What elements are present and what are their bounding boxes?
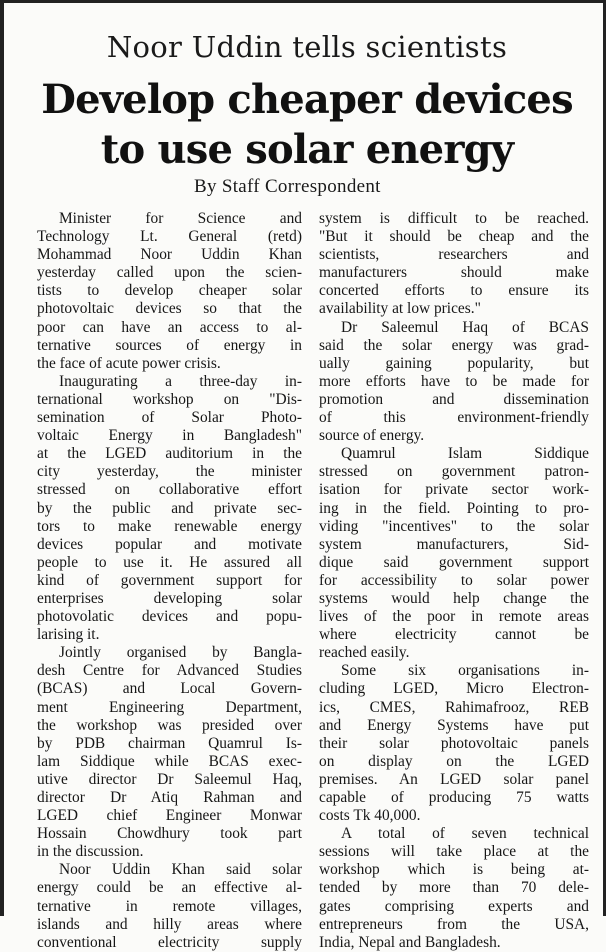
article-text-line: utive director Dr Saleemul Haq,	[37, 770, 302, 788]
article-text-line: ternative in remote villages,	[37, 897, 302, 915]
article-text-line: tors to make renewable energy	[37, 517, 302, 535]
article-text-line: manufacturers should make	[319, 264, 589, 282]
article-text-line: A total of seven technical	[341, 825, 589, 843]
article-text-line: source of energy.	[319, 427, 425, 445]
article-text-line: India, Nepal and Bangladesh.	[319, 933, 501, 951]
article-text-line: lives of the poor in remote areas	[319, 608, 589, 626]
article-text-line: yesterday called upon the scien-	[37, 264, 302, 282]
headline-line-2: to use solar energy	[100, 126, 514, 173]
article-text-line: ternative sources of energy in	[37, 336, 302, 354]
article-text-line: Mohammad Noor Uddin Khan	[37, 246, 302, 264]
article-text-line: gates comprising experts and	[319, 897, 589, 915]
kicker-headline: Noor Uddin tells scientists	[106, 30, 508, 64]
article-text-line: at the LGED auditorium in the	[37, 445, 302, 463]
article-text-line: "But it should be cheap and the	[319, 228, 589, 246]
article-text-line: LGED chief Engineer Monwar	[37, 807, 302, 825]
article-text-line: Technology Lt. General (retd)	[37, 228, 302, 246]
article-text-line: by PDB chairman Quamrul Is-	[37, 734, 302, 752]
article-column-left	[37, 210, 302, 952]
article-text-line: for accessibility to solar power	[319, 571, 589, 589]
article-text-line: Minister for Science and	[59, 210, 302, 227]
article-text-line: reached easily.	[319, 644, 410, 662]
article-text-line: stressed on government patron-	[319, 463, 589, 481]
article-text-line: stressed on collaborative effort	[37, 481, 302, 499]
article-text-line: viding "incentives" to the solar	[319, 517, 589, 535]
article-text-line: and Energy Systems have put	[319, 716, 589, 734]
article-text-line: islands and hilly areas where	[37, 915, 302, 933]
article-text-line: ually gaining popularity, but	[319, 354, 589, 372]
article-text-line: Inaugurating a three-day in-	[59, 372, 302, 390]
article-text-line: Some six organisations in-	[341, 662, 589, 680]
article-text-line: on display on the LGED	[319, 752, 589, 770]
article-text-line: larising it.	[37, 626, 100, 644]
article-text-line: photovolatic devices and popu-	[37, 608, 302, 626]
article-text-line: lam Siddique while BCAS exec-	[37, 752, 302, 770]
article-text-line: sessions will take place at the	[319, 843, 589, 861]
article-text-line: Hossain Chowdhury took part	[37, 825, 302, 843]
article-text-line: the workshop was presided over	[37, 716, 302, 734]
article-text-line: energy could be an effective al-	[37, 879, 302, 897]
article-text-line: system is difficult to be reached.	[319, 210, 589, 227]
article-text-line: (BCAS) and Local Govern-	[37, 680, 302, 698]
article-text-line: where electricity cannot be	[319, 626, 589, 644]
article-text-line: of this environment-friendly	[319, 409, 589, 427]
article-text-line: workshop which is being at-	[319, 861, 589, 879]
article-text-line: capable of producing 75 watts	[319, 789, 589, 806]
article-text-line: devices popular and motivate	[37, 535, 302, 553]
article-text-line: said the solar energy was grad-	[319, 336, 589, 354]
article-text-line: tists to develop cheaper solar	[37, 282, 302, 300]
article-text-line: semination of Solar Photo-	[37, 409, 302, 427]
article-text-line: the face of acute power crisis.	[37, 354, 221, 372]
article-text-line: isation for private sector work-	[319, 481, 589, 499]
article-text-line: promotion and dissemination	[319, 390, 589, 408]
article-text-line: ment Engineering Department,	[37, 698, 302, 716]
article-text-line: ics, CMES, Rahimafrooz, REB	[319, 698, 589, 716]
article-text-line: ing in the field. Pointing to pro-	[319, 499, 589, 517]
article-text-line: concerted efforts to ensure its	[319, 282, 589, 300]
headline-line-1: Develop cheaper devices	[41, 76, 573, 123]
article-text-line: in the discussion.	[37, 843, 144, 861]
article-text-line: director Dr Atiq Rahman and	[37, 789, 302, 806]
article-text-line: their solar photovoltaic panels	[319, 734, 589, 752]
article-text-line: poor can have an access to al-	[37, 318, 302, 336]
article-text-line: ternational workshop on "Dis-	[37, 390, 302, 408]
article-text-line: scientists, researchers and	[319, 246, 589, 264]
article-text-line: more efforts have to be made for	[319, 372, 589, 390]
article-text-line: cluding LGED, Micro Electron-	[319, 680, 589, 698]
byline: By Staff Correspondent	[194, 176, 381, 197]
article-text-line: Jointly organised by Bangla-	[59, 644, 302, 662]
article-text-line: by the public and private sec-	[37, 499, 302, 517]
article-text-line: Noor Uddin Khan said solar	[59, 861, 302, 879]
article-text-line: Quamrul Islam Siddique	[341, 445, 589, 463]
article-text-line: Dr Saleemul Haq of BCAS	[341, 318, 589, 336]
article-text-line: tended by more than 70 dele-	[319, 879, 589, 897]
article-text-line: kind of government support for	[37, 571, 302, 589]
article-column-right	[319, 210, 589, 952]
article-text-line: premises. An LGED solar panel	[319, 770, 589, 788]
article-text-line: voltaic Energy in Bangladesh"	[37, 427, 302, 445]
article-text-line: systems would help change the	[319, 589, 589, 607]
article-text-line: entrepreneurs from the USA,	[319, 915, 589, 933]
article-text-line: photovoltaic devices so that the	[37, 300, 302, 318]
article-text-line: availability at low prices."	[319, 300, 481, 318]
article-text-line: system manufacturers, Sid-	[319, 535, 589, 553]
article-text-line: costs Tk 40,000.	[319, 807, 421, 825]
article-text-line: desh Centre for Advanced Studies	[37, 662, 302, 680]
article-text-line: people to use it. He assured all	[37, 553, 302, 571]
article-text-line: enterprises developing solar	[37, 589, 302, 607]
article-text-line: dique said government support	[319, 553, 589, 571]
article-text-line: city yesterday, the minister	[37, 463, 302, 481]
article-text-line: conventional electricity supply	[37, 933, 302, 951]
